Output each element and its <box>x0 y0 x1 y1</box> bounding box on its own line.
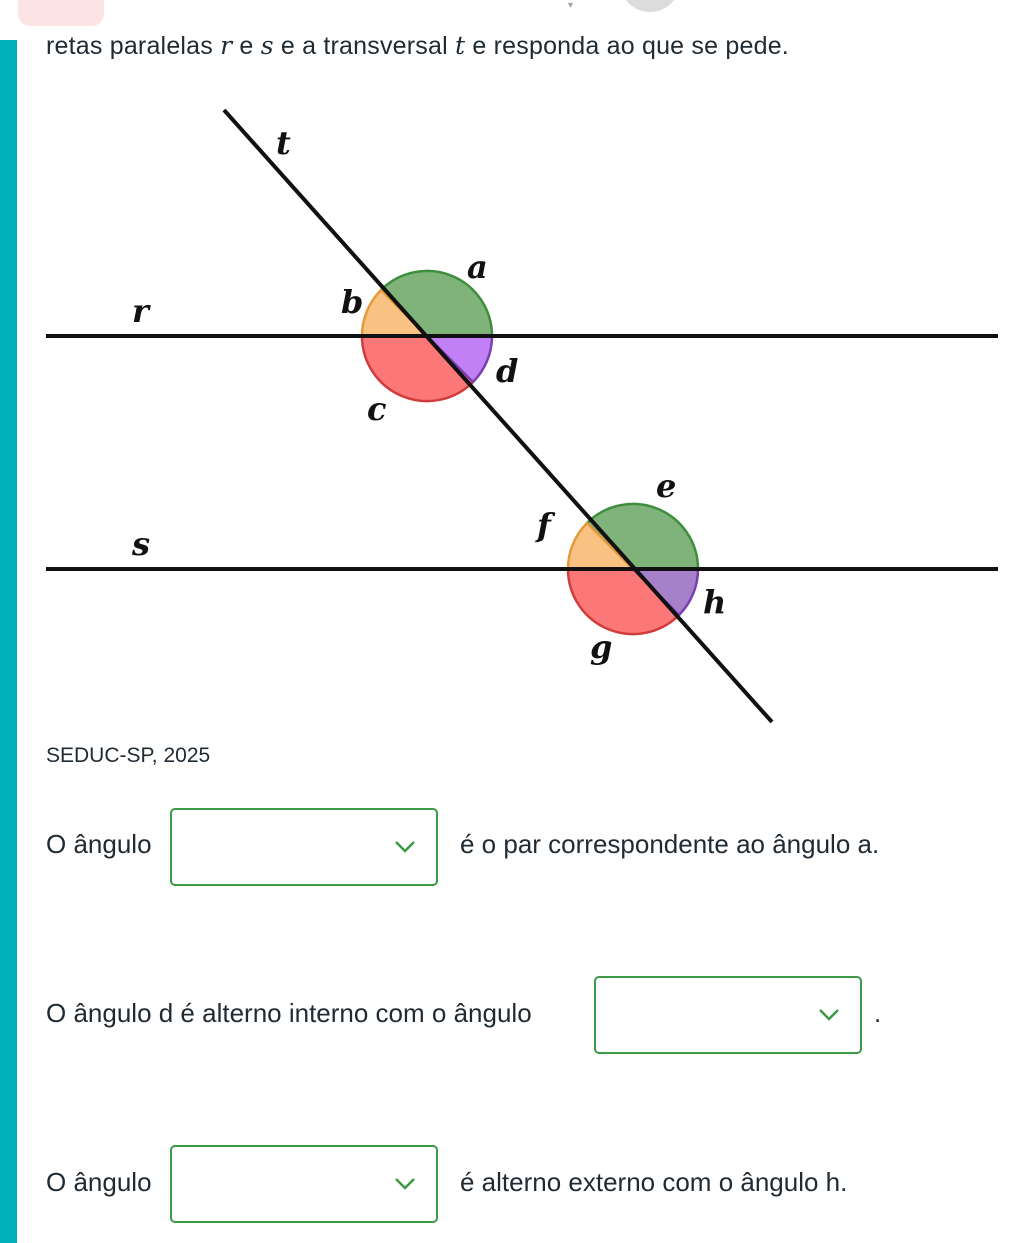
label-f: f <box>537 506 551 544</box>
top-strip <box>0 0 1012 30</box>
top-badge <box>18 0 104 26</box>
chevron-down-icon <box>394 840 416 854</box>
image-credit: SEDUC-SP, 2025 <box>46 744 211 767</box>
intro-part: e responda ao que se pede. <box>465 32 789 60</box>
intro-part: e <box>232 32 261 60</box>
intro-text <box>46 28 789 64</box>
top-circle-button[interactable] <box>622 0 678 12</box>
label-g: g <box>590 628 613 666</box>
intro-part: e a transversal <box>273 32 455 60</box>
label-b: b <box>341 283 364 321</box>
label-c: c <box>367 390 387 428</box>
intro-var-r: r <box>220 31 233 60</box>
question-1-dropdown[interactable] <box>170 808 438 886</box>
question-1-after: é o par correspondente ao ângulo a. <box>460 829 880 859</box>
line-t <box>224 110 772 722</box>
chevron-down-icon <box>818 1008 840 1022</box>
question-2-dropdown[interactable] <box>594 976 862 1054</box>
intro-part: retas paralelas <box>46 32 221 60</box>
question-2-before: O ângulo d é alterno interno com o ângulo <box>46 998 532 1028</box>
question-3-before: O ângulo <box>46 1167 152 1197</box>
label-r: r <box>132 292 149 330</box>
label-s: s <box>132 525 151 563</box>
intro-var-t: t <box>454 31 466 60</box>
label-e: e <box>656 467 677 505</box>
top-marker: ▾ <box>568 0 574 11</box>
label-h: h <box>703 583 727 621</box>
chevron-down-icon <box>394 1177 416 1191</box>
parallel-lines-diagram <box>0 90 1012 730</box>
question-2-after: . <box>874 998 882 1028</box>
question-1-before: O ângulo <box>46 829 152 859</box>
question-3-after: é alterno externo com o ângulo h. <box>460 1167 848 1197</box>
intro-var-s: s <box>260 31 274 60</box>
question-3-dropdown[interactable] <box>170 1145 438 1223</box>
label-d: d <box>496 352 519 390</box>
label-a: a <box>467 248 488 286</box>
label-t: t <box>276 124 291 162</box>
